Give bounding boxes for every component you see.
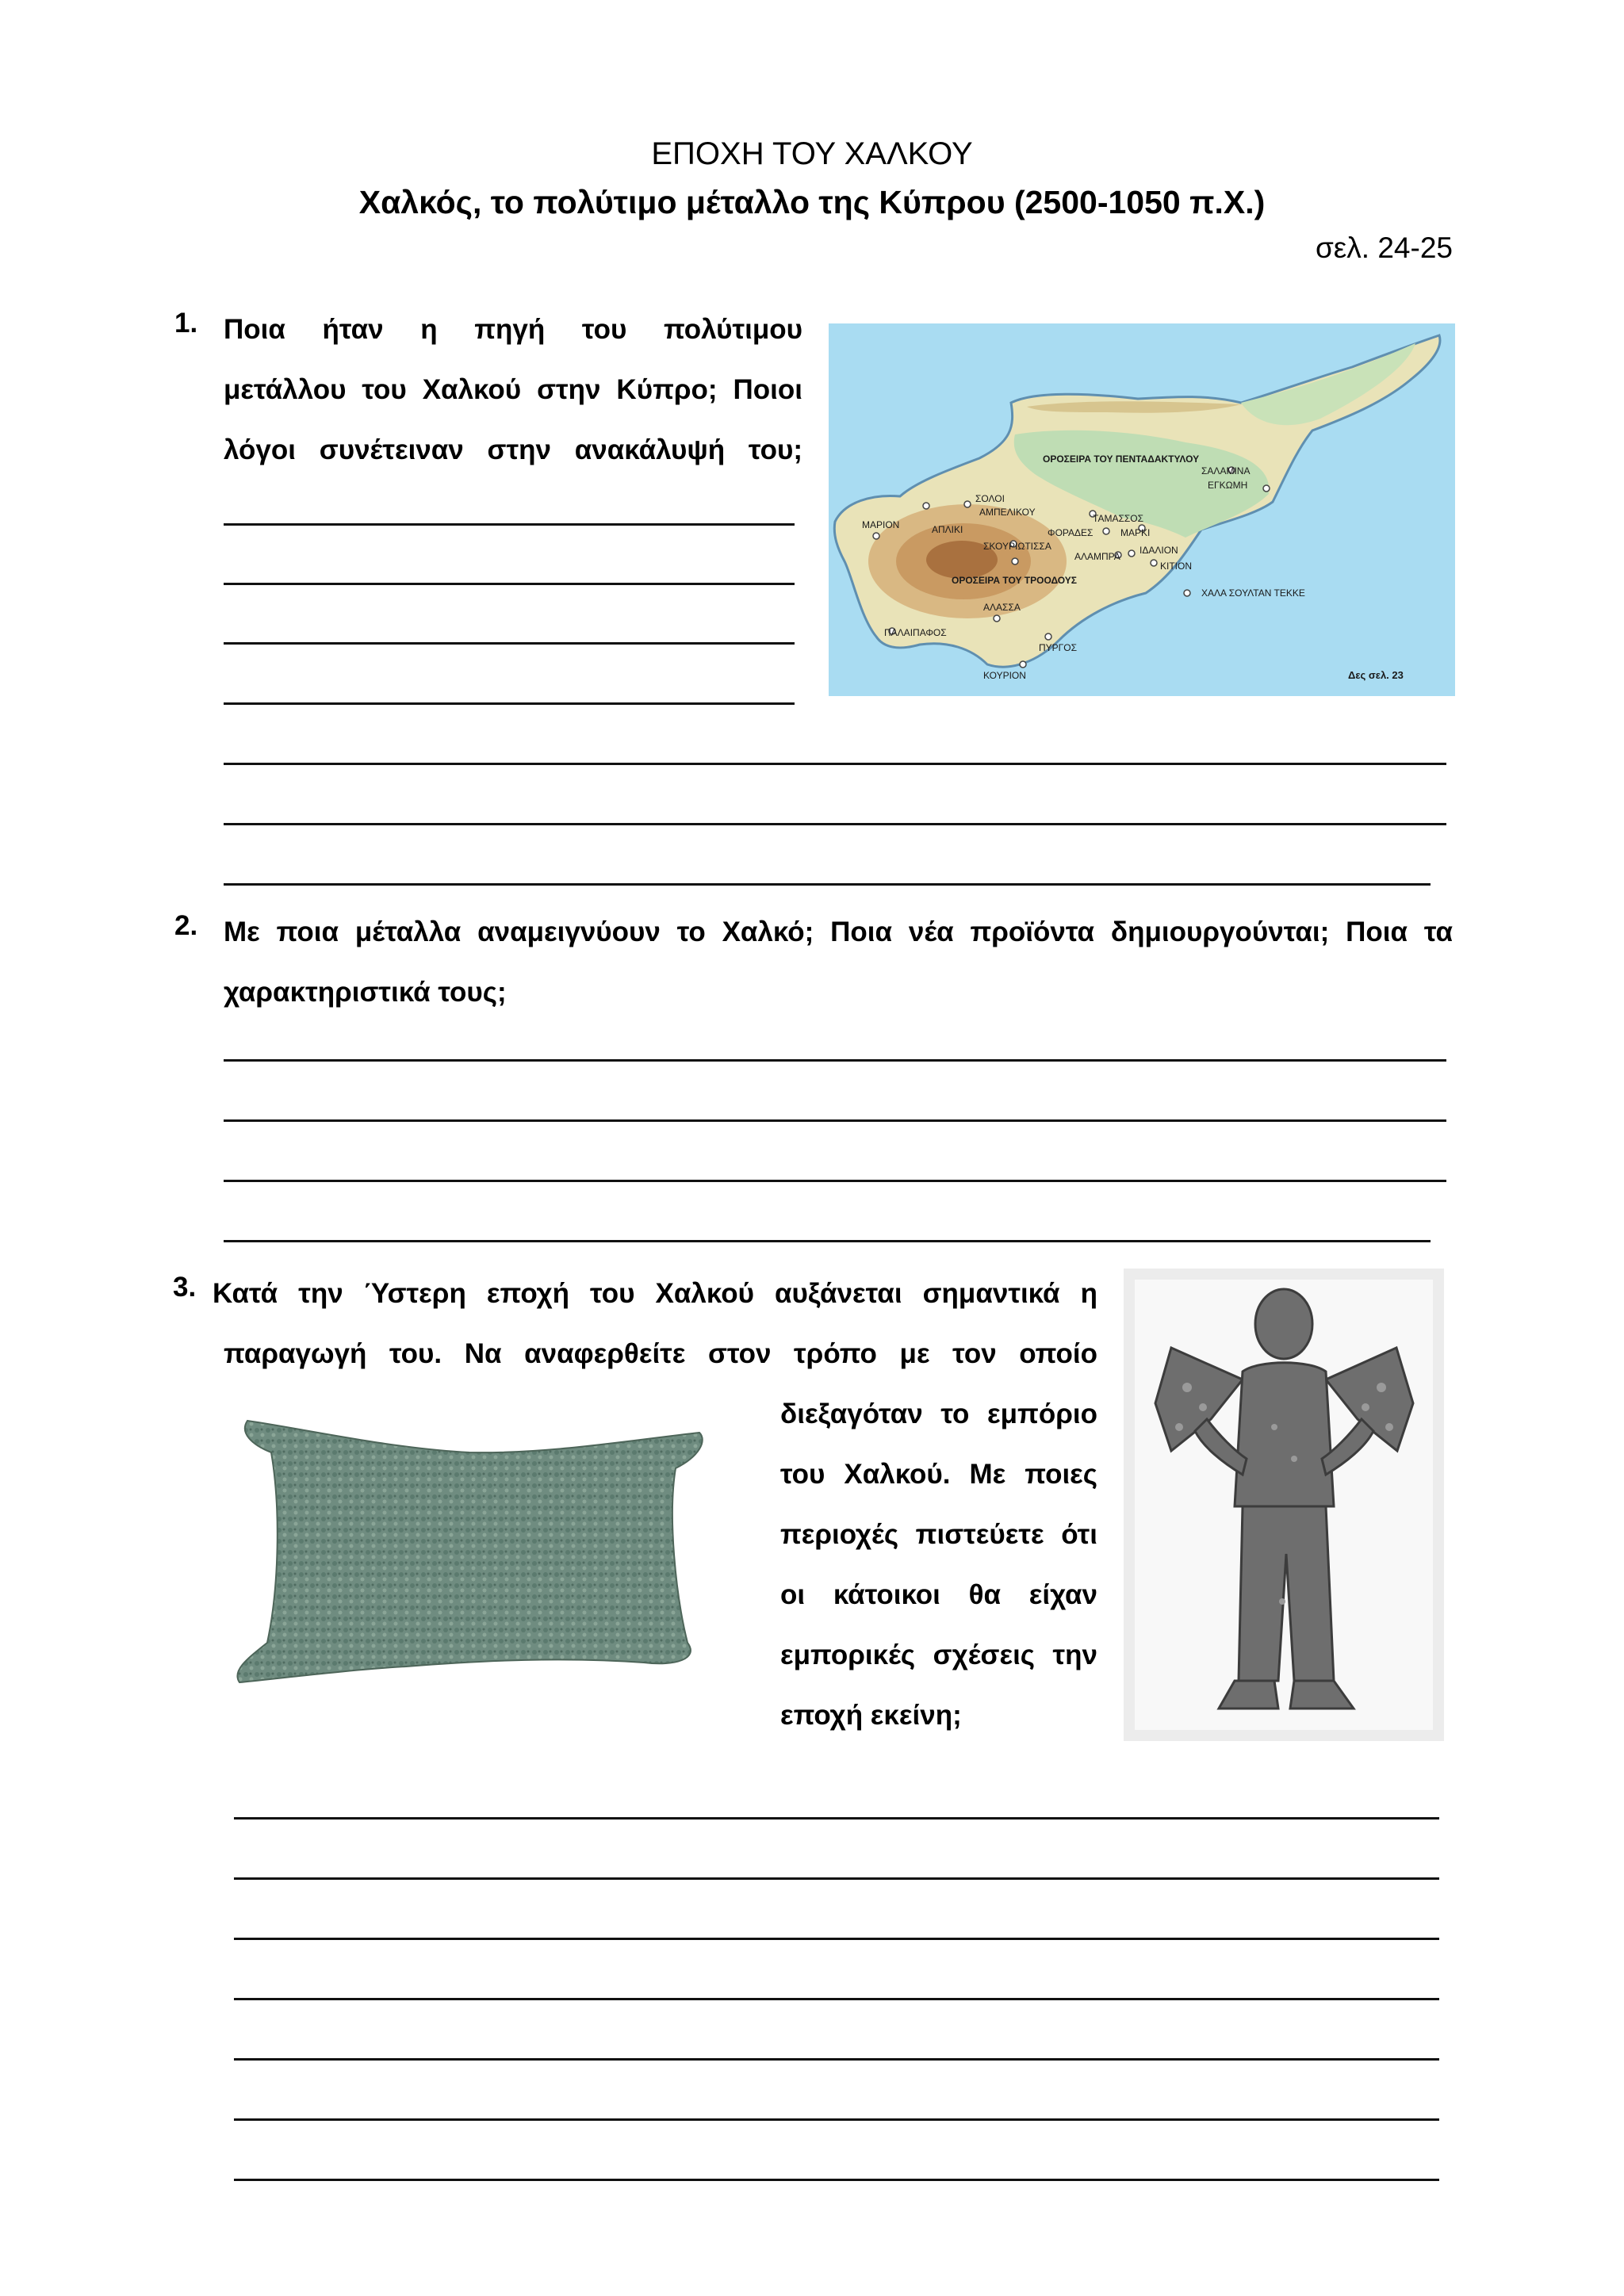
question-2-line: Με ποια μέταλλα αναμειγνύουν το Χαλκό; Ποια νέα προϊόντα δημιουργούνται; Ποια τα — [224, 916, 1453, 947]
answer-line[interactable] — [234, 2179, 1439, 2181]
answer-line[interactable] — [224, 1180, 1446, 1182]
answer-line[interactable] — [224, 583, 795, 585]
label-ampelikou: ΑΜΠΕΛΙΚΟΥ — [979, 507, 1036, 518]
answer-line[interactable] — [234, 2058, 1439, 2061]
label-troodos: ΟΡΟΣΕΙΡΑ ΤΟΥ ΤΡΟΟΔΟΥΣ — [952, 575, 1077, 586]
question-1-line: λόγοι συνέτειναν στην ανακάλυψή του; — [224, 434, 802, 465]
answer-line[interactable] — [224, 523, 795, 526]
answer-line[interactable] — [224, 823, 1446, 825]
label-soloi: ΣΟΛΟΙ — [975, 493, 1005, 504]
answer-line[interactable] — [224, 1119, 1446, 1122]
label-alassa: ΑΛΑΣΣΑ — [983, 602, 1021, 613]
question-3-line: εποχή εκείνη; — [780, 1700, 962, 1731]
page-reference: σελ. 24-25 — [1315, 232, 1453, 264]
question-1-line: μετάλλου του Χαλκού στην Κύπρο; Ποιοι — [224, 374, 802, 405]
question-3-line: διεξαγόταν το εμπόριο — [780, 1399, 1097, 1429]
oxhide-ingot-image — [232, 1405, 720, 1701]
answer-line[interactable] — [234, 1998, 1439, 2000]
answer-line[interactable] — [224, 702, 795, 705]
label-see-page: Δες σελ. 23 — [1348, 669, 1404, 681]
label-alampra: ΑΛΑΜΠΡΑ — [1074, 551, 1120, 562]
label-egkomi: ΕΓΚΩΜΗ — [1208, 480, 1248, 491]
question-3-line: παραγωγή του. Να αναφερθείτε στον τρόπο με τον οποίο — [224, 1338, 1097, 1369]
label-skouriotissa: ΣΚΟΥΡΙΩΤΙΣΣΑ — [983, 541, 1051, 552]
question-3-line: οι κάτοικοι θα είχαν — [780, 1579, 1097, 1610]
answer-line[interactable] — [224, 1240, 1431, 1242]
cyprus-map — [829, 323, 1455, 696]
label-hala-sultan: ΧΑΛΑ ΣΟΥΛΤΑΝ ΤΕΚΚΕ — [1201, 587, 1305, 599]
label-pyrgos: ΠΥΡΓΟΣ — [1039, 642, 1078, 653]
question-1-line: Ποια ήταν η πηγή του πολύτιμου — [224, 314, 802, 345]
main-title: Χαλκός, το πολύτιμο μέταλλο της Κύπρου (2500-1050 π.Χ.) — [358, 184, 1266, 220]
period-title: ΕΠΟΧΗ ΤΟΥ ΧΑΛΚΟΥ — [651, 136, 973, 171]
label-salamina: ΣΑΛΑΜΙΝΑ — [1201, 465, 1251, 476]
label-forades: ΦΟΡΑΔΕΣ — [1048, 527, 1094, 538]
question-3-line: εμπορικές σχέσεις την — [780, 1640, 1097, 1670]
answer-line[interactable] — [234, 1817, 1439, 1820]
label-pentadaktylos: ΟΡΟΣΕΙΡΑ ΤΟΥ ΠΕΝΤΑΔΑΚΤΥΛΟΥ — [1043, 453, 1200, 465]
label-apliki: ΑΠΛΙΚΙ — [932, 524, 963, 535]
label-kition: ΚΙΤΙΟΝ — [1160, 561, 1193, 572]
question-1-text — [224, 300, 802, 480]
answer-line[interactable] — [224, 1059, 1446, 1062]
answer-line[interactable] — [224, 883, 1431, 886]
label-marion: ΜΑΡΙΟΝ — [862, 519, 900, 530]
ingot-god-statue-image — [1124, 1269, 1444, 1741]
answer-line[interactable] — [234, 1877, 1439, 1880]
question-3-line: περιοχές πιστεύετε ότι — [780, 1519, 1097, 1550]
question-3-number: 3. — [173, 1272, 197, 1303]
question-2-number: 2. — [174, 910, 198, 941]
question-3-line: Κατά την Ύστερη εποχή του Χαλκού αυξάνεται σημαντικά η — [213, 1278, 1097, 1309]
answer-line[interactable] — [234, 1938, 1439, 1940]
label-kourion: ΚΟΥΡΙΟΝ — [983, 670, 1026, 681]
question-1-number: 1. — [174, 308, 198, 339]
label-idalion: ΙΔΑΛΙΟΝ — [1139, 545, 1178, 556]
answer-line[interactable] — [224, 642, 795, 645]
question-3-line: του Χαλκού. Με ποιες — [780, 1459, 1097, 1490]
label-palaipafos: ΠΑΛΑΙΠΑΦΟΣ — [884, 627, 947, 638]
answer-line[interactable] — [234, 2118, 1439, 2121]
question-2-text — [224, 902, 1453, 1023]
question-2-line: χαρακτηριστικά τους; — [224, 977, 507, 1008]
answer-line[interactable] — [224, 763, 1446, 765]
label-marki: ΜΑΡΚΙ — [1120, 527, 1151, 538]
label-tamassos: ΤΑΜΑΣΣΟΣ — [1093, 513, 1144, 524]
